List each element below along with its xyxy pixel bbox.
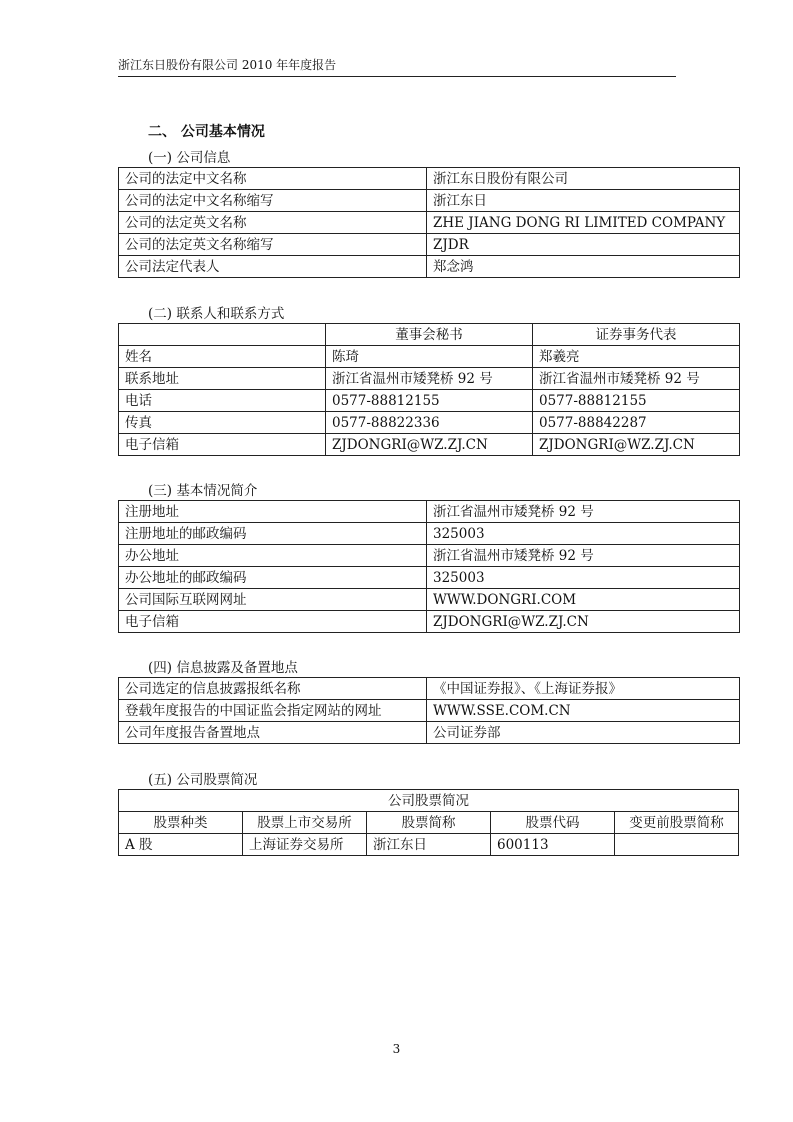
stock-caption: 公司股票简况 [119, 790, 739, 812]
label-cell: 公司的法定英文名称缩写 [119, 234, 427, 256]
value-cell: 浙江东日股份有限公司 [427, 168, 740, 190]
table-row [119, 834, 739, 856]
header-cell: 股票代码 [491, 812, 615, 834]
label-cell: 公司的法定中文名称 [119, 168, 427, 190]
table-row [119, 212, 740, 234]
table-header-row [119, 812, 739, 834]
label-cell: 公司的法定中文名称缩写 [119, 190, 427, 212]
stock-table [118, 789, 739, 856]
label-cell: 联系地址 [119, 368, 326, 390]
secretary-cell: 0577-88812155 [326, 390, 533, 412]
rep-cell: 0577-88812155 [533, 390, 740, 412]
company-info-title: (一) 公司信息 [148, 150, 231, 166]
value-cell: 浙江东日 [427, 190, 740, 212]
header-cell [119, 324, 326, 346]
value-cell: ZJDR [427, 234, 740, 256]
stock-title: (五) 公司股票简况 [148, 772, 258, 788]
table-row [119, 678, 740, 700]
table-row [119, 434, 740, 456]
label-cell: 传真 [119, 412, 326, 434]
rep-cell: 0577-88842287 [533, 412, 740, 434]
header-cell: 股票上市交易所 [243, 812, 367, 834]
label-cell: 公司选定的信息披露报纸名称 [119, 678, 427, 700]
table-row [119, 501, 740, 523]
label-cell: 公司国际互联网网址 [119, 589, 427, 611]
value-cell: 《中国证券报》、《上海证券报》 [427, 678, 740, 700]
rep-cell: ZJDONGRI@WZ.ZJ.CN [533, 434, 740, 456]
header-cell: 董事会秘书 [326, 324, 533, 346]
secretary-cell: 陈琦 [326, 346, 533, 368]
label-cell: 办公地址的邮政编码 [119, 567, 427, 589]
label-cell: 公司的法定英文名称 [119, 212, 427, 234]
label-cell: 公司年度报告备置地点 [119, 722, 427, 744]
label-cell: 办公地址 [119, 545, 427, 567]
rep-cell: 郑羲亮 [533, 346, 740, 368]
table-row [119, 523, 740, 545]
secretary-cell: 0577-88822336 [326, 412, 533, 434]
disclosure-title: (四) 信息披露及备置地点 [148, 660, 298, 676]
header-cell: 股票简称 [367, 812, 491, 834]
label-cell: 公司法定代表人 [119, 256, 427, 278]
table-row [119, 168, 740, 190]
label-cell: 注册地址 [119, 501, 427, 523]
value-cell: WWW.DONGRI.COM [427, 589, 740, 611]
table-row [119, 589, 740, 611]
exchange-cell: 上海证券交易所 [243, 834, 367, 856]
secretary-cell: ZJDONGRI@WZ.ZJ.CN [326, 434, 533, 456]
table-row [119, 190, 740, 212]
page-header: 浙江东日股份有限公司 2010 年年度报告 [118, 56, 676, 77]
header-cell: 证券事务代表 [533, 324, 740, 346]
contact-title: (二) 联系人和联系方式 [148, 306, 285, 322]
value-cell: ZJDONGRI@WZ.ZJ.CN [427, 611, 740, 633]
stock-code-cell: 600113 [491, 834, 615, 856]
page-number: 3 [392, 1042, 401, 1056]
value-cell: 325003 [427, 523, 740, 545]
label-cell: 登载年度报告的中国证监会指定网站的网址 [119, 700, 427, 722]
table-row [119, 390, 740, 412]
value-cell: 公司证券部 [427, 722, 740, 744]
table-row [119, 545, 740, 567]
table-row [119, 368, 740, 390]
table-row [119, 412, 740, 434]
header-cell: 股票种类 [119, 812, 243, 834]
label-cell: 注册地址的邮政编码 [119, 523, 427, 545]
contact-table [118, 323, 740, 456]
company-info-table [118, 167, 740, 278]
table-row [119, 567, 740, 589]
table-row [119, 700, 740, 722]
table-row [119, 722, 740, 744]
former-name-cell [615, 834, 739, 856]
table-row [119, 611, 740, 633]
table-caption-row [119, 790, 739, 812]
basic-info-title: (三) 基本情况简介 [148, 483, 258, 499]
value-cell: WWW.SSE.COM.CN [427, 700, 740, 722]
value-cell: 325003 [427, 567, 740, 589]
stock-type-cell: A 股 [119, 834, 243, 856]
label-cell: 电子信箱 [119, 611, 427, 633]
label-cell: 姓名 [119, 346, 326, 368]
table-row [119, 256, 740, 278]
value-cell: 郑念鸿 [427, 256, 740, 278]
header-cell: 变更前股票简称 [615, 812, 739, 834]
table-header-row [119, 324, 740, 346]
disclosure-table [118, 677, 740, 744]
label-cell: 电话 [119, 390, 326, 412]
stock-name-cell: 浙江东日 [367, 834, 491, 856]
table-row [119, 346, 740, 368]
section-title: 二、 公司基本情况 [148, 124, 265, 140]
rep-cell: 浙江省温州市矮凳桥 92 号 [533, 368, 740, 390]
value-cell: 浙江省温州市矮凳桥 92 号 [427, 501, 740, 523]
label-cell: 电子信箱 [119, 434, 326, 456]
value-cell: 浙江省温州市矮凳桥 92 号 [427, 545, 740, 567]
secretary-cell: 浙江省温州市矮凳桥 92 号 [326, 368, 533, 390]
value-cell: ZHE JIANG DONG RI LIMITED COMPANY [427, 212, 740, 234]
table-row [119, 234, 740, 256]
basic-info-table [118, 500, 740, 633]
